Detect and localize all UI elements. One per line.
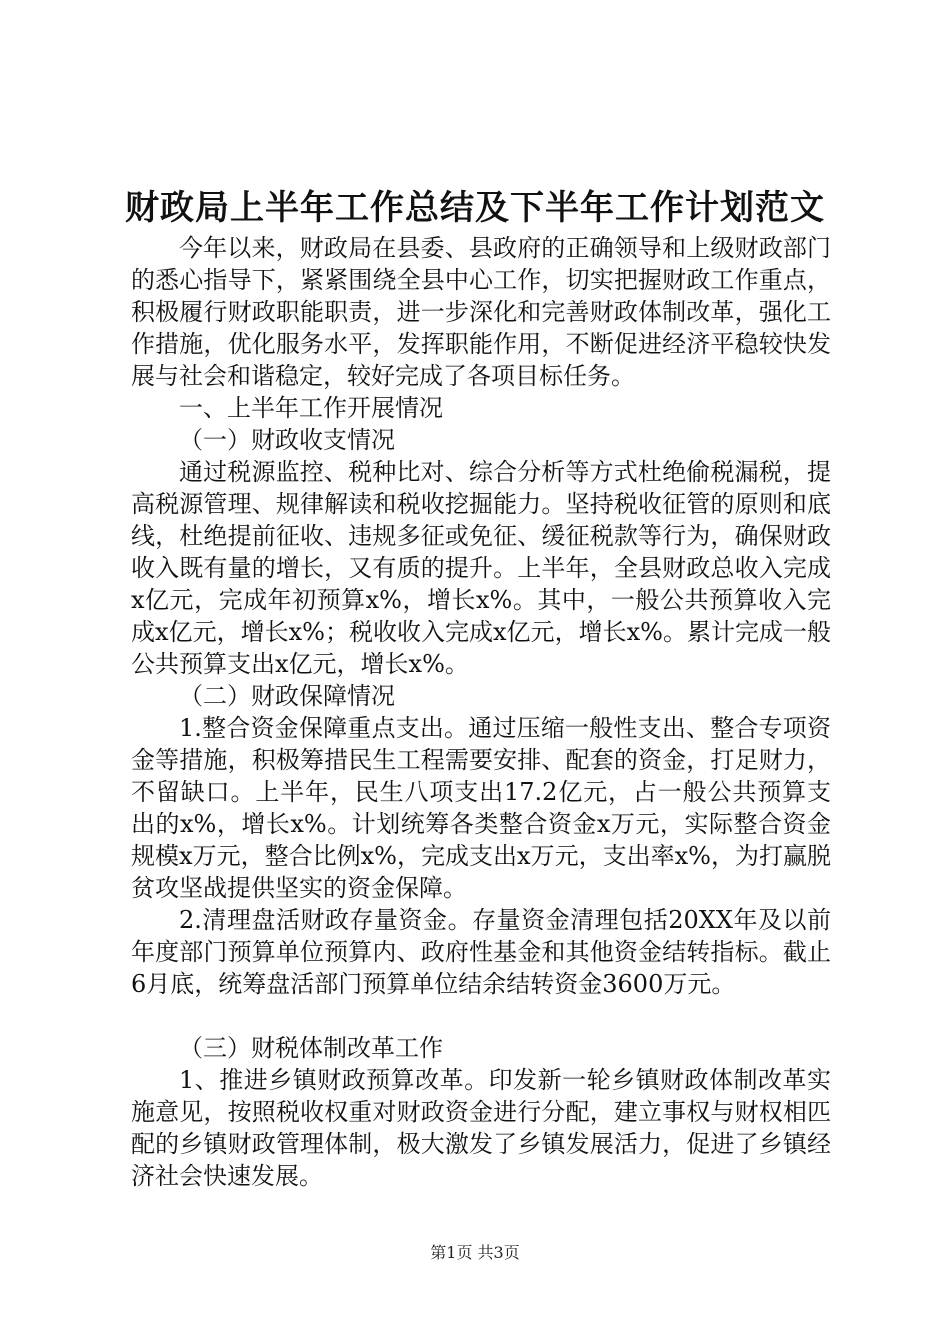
intro-paragraph: 今年以来，财政局在县委、县政府的正确领导和上级财政部门的悉心指导下，紧紧围绕全县中心工作，切实把握财政工作重点，积极履行财政职能职责，进一步深化和完善财政体制改革，强化工作措施，优化服务水平，发挥职能作用，不断促进经济平稳较快发展与社会和谐稳定，较好完成了各项目标任务。 <box>131 234 831 390</box>
subsection-heading-3: （三）财税体制改革工作 <box>179 1034 443 1062</box>
subsection-item-2-2: 2.清理盘活财政存量资金。存量资金清理包括20XX年及以前年度部门预算单位预算内、政府性基金和其他资金结转指标。截止6月底，统筹盘活部门预算单位结余结转资金3600万元。 <box>131 906 831 998</box>
section-heading-1: 一、上半年工作开展情况 <box>179 394 443 422</box>
subsection-heading-2: （二）财政保障情况 <box>179 682 395 710</box>
document-title: 财政局上半年工作总结及下半年工作计划范文 <box>125 188 825 228</box>
subsection-item-2-1: 1.整合资金保障重点支出。通过压缩一般性支出、整合专项资金等措施，积极筹措民生工程需要安排、配套的资金，打足财力，不留缺口。上半年，民生八项支出17.2亿元，占一般公共预算支出的x%，增长x%。计划统筹各类整合资金x万元，实际整合资金规模x万元，整合比例x%，完成支出x万元，支出率x%，为打赢脱贫攻坚战提供坚实的资金保障。 <box>131 714 831 902</box>
subsection-paragraph-1: 通过税源监控、税种比对、综合分析等方式杜绝偷税漏税，提高税源管理、规律解读和税收挖掘能力。坚持税收征管的原则和底线，杜绝提前征收、违规多征或免征、缓征税款等行为，确保财政收入既有量的增长，又有质的提升。上半年，全县财政总收入完成x亿元，完成年初预算x%，增长x%。其中，一般公共预算收入完成x亿元，增长x%；税收收入完成x亿元，增长x%。累计完成一般公共预算支出x亿元，增长x%。 <box>131 458 831 678</box>
paragraph-gap <box>131 1000 831 1032</box>
subsection-heading-1: （一）财政收支情况 <box>179 426 395 454</box>
page-footer: 第1页 共3页 <box>430 1243 520 1262</box>
subsection-item-3-1: 1、推进乡镇财政预算改革。印发新一轮乡镇财政体制改革实施意见，按照税收权重对财政资金进行分配，建立事权与财权相匹配的乡镇财政管理体制，极大激发了乡镇发展活力，促进了乡镇经济社会快速发展。 <box>131 1066 831 1190</box>
document-body <box>131 232 831 1192</box>
